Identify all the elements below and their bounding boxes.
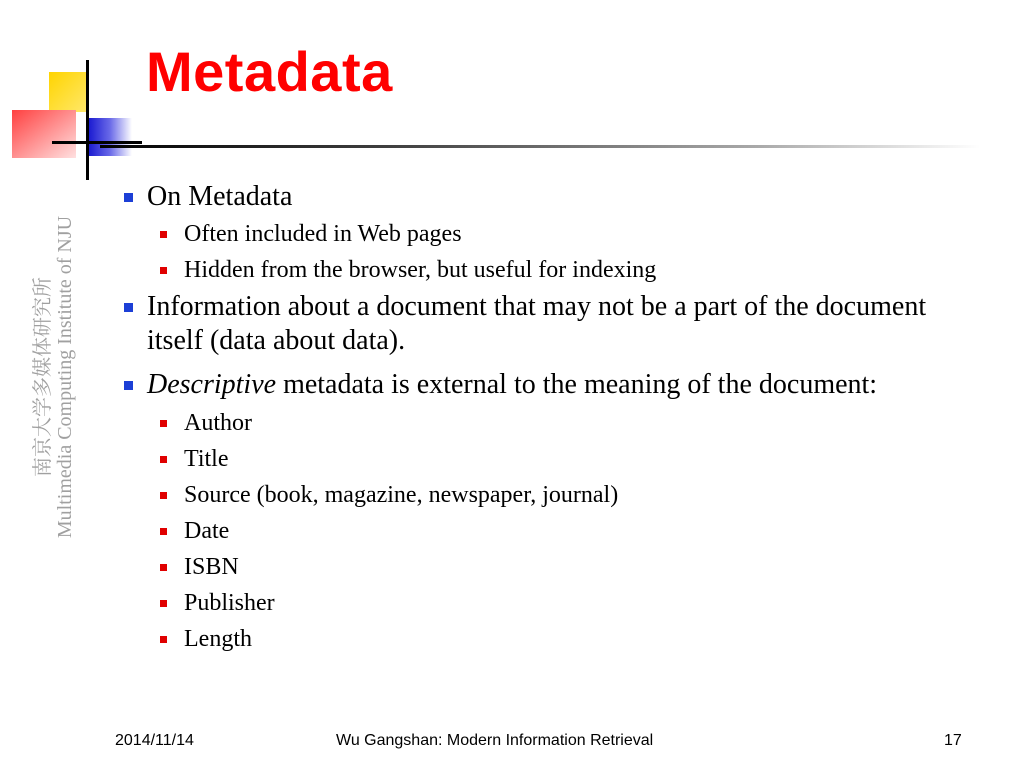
institute-name-english: Multimedia Computing Institute of NJU [54,215,76,539]
square-bullet-icon [160,600,167,607]
bullet-text: On Metadata [147,181,293,212]
square-bullet-icon [160,564,167,571]
sub-bullet-text: Title [184,446,229,472]
square-bullet-icon [160,636,167,643]
bullet-information [122,290,982,358]
decorative-squares [0,0,160,180]
sub-bullet [122,621,982,657]
sub-bullet [122,216,982,252]
slide-title: Metadata [146,40,393,103]
bullet-on-metadata [122,180,982,214]
square-bullet-icon [124,193,133,202]
sub-bullet-text: Hidden from the browser, but useful for indexing [184,257,657,283]
institute-name-chinese: 南京大学多媒体研究所 [32,277,54,477]
sub-bullet-text: Publisher [184,590,275,616]
sub-bullet-text: Length [184,626,252,652]
bullet-text: Information about a document that may not be a part of the document itself (data about data). [147,291,927,356]
sub-bullet [122,585,982,621]
sub-bullet [122,252,982,288]
square-bullet-icon [124,303,133,312]
bullet-text: metadata is external to the meaning of the document: [276,369,878,400]
slide-content [122,176,982,657]
sub-bullet [122,441,982,477]
bullet-descriptive [122,368,982,402]
square-bullet-icon [160,456,167,463]
institute-watermark [32,187,76,567]
title-divider [100,145,980,148]
square-bullet-icon [160,528,167,535]
sub-bullet-text: Author [184,410,252,436]
square-bullet-icon [160,420,167,427]
sub-bullet-text: Date [184,518,230,544]
square-bullet-icon [160,231,167,238]
page-number: 17 [944,732,962,749]
sub-bullet [122,549,982,585]
square-bullet-icon [160,267,167,274]
footer-title: Wu Gangshan: Modern Information Retrieval [336,732,654,749]
sub-bullet-text: ISBN [184,554,239,580]
sub-bullet-text: Often included in Web pages [184,221,462,247]
sub-bullet-text: Source (book, magazine, newspaper, journal) [184,482,619,508]
square-bullet-icon [160,492,167,499]
footer-date: 2014/11/14 [115,732,194,749]
sub-bullet [122,405,982,441]
square-bullet-icon [124,381,133,390]
bullet-emphasis: Descriptive [147,369,277,400]
sub-bullet [122,513,982,549]
sub-bullet [122,477,982,513]
